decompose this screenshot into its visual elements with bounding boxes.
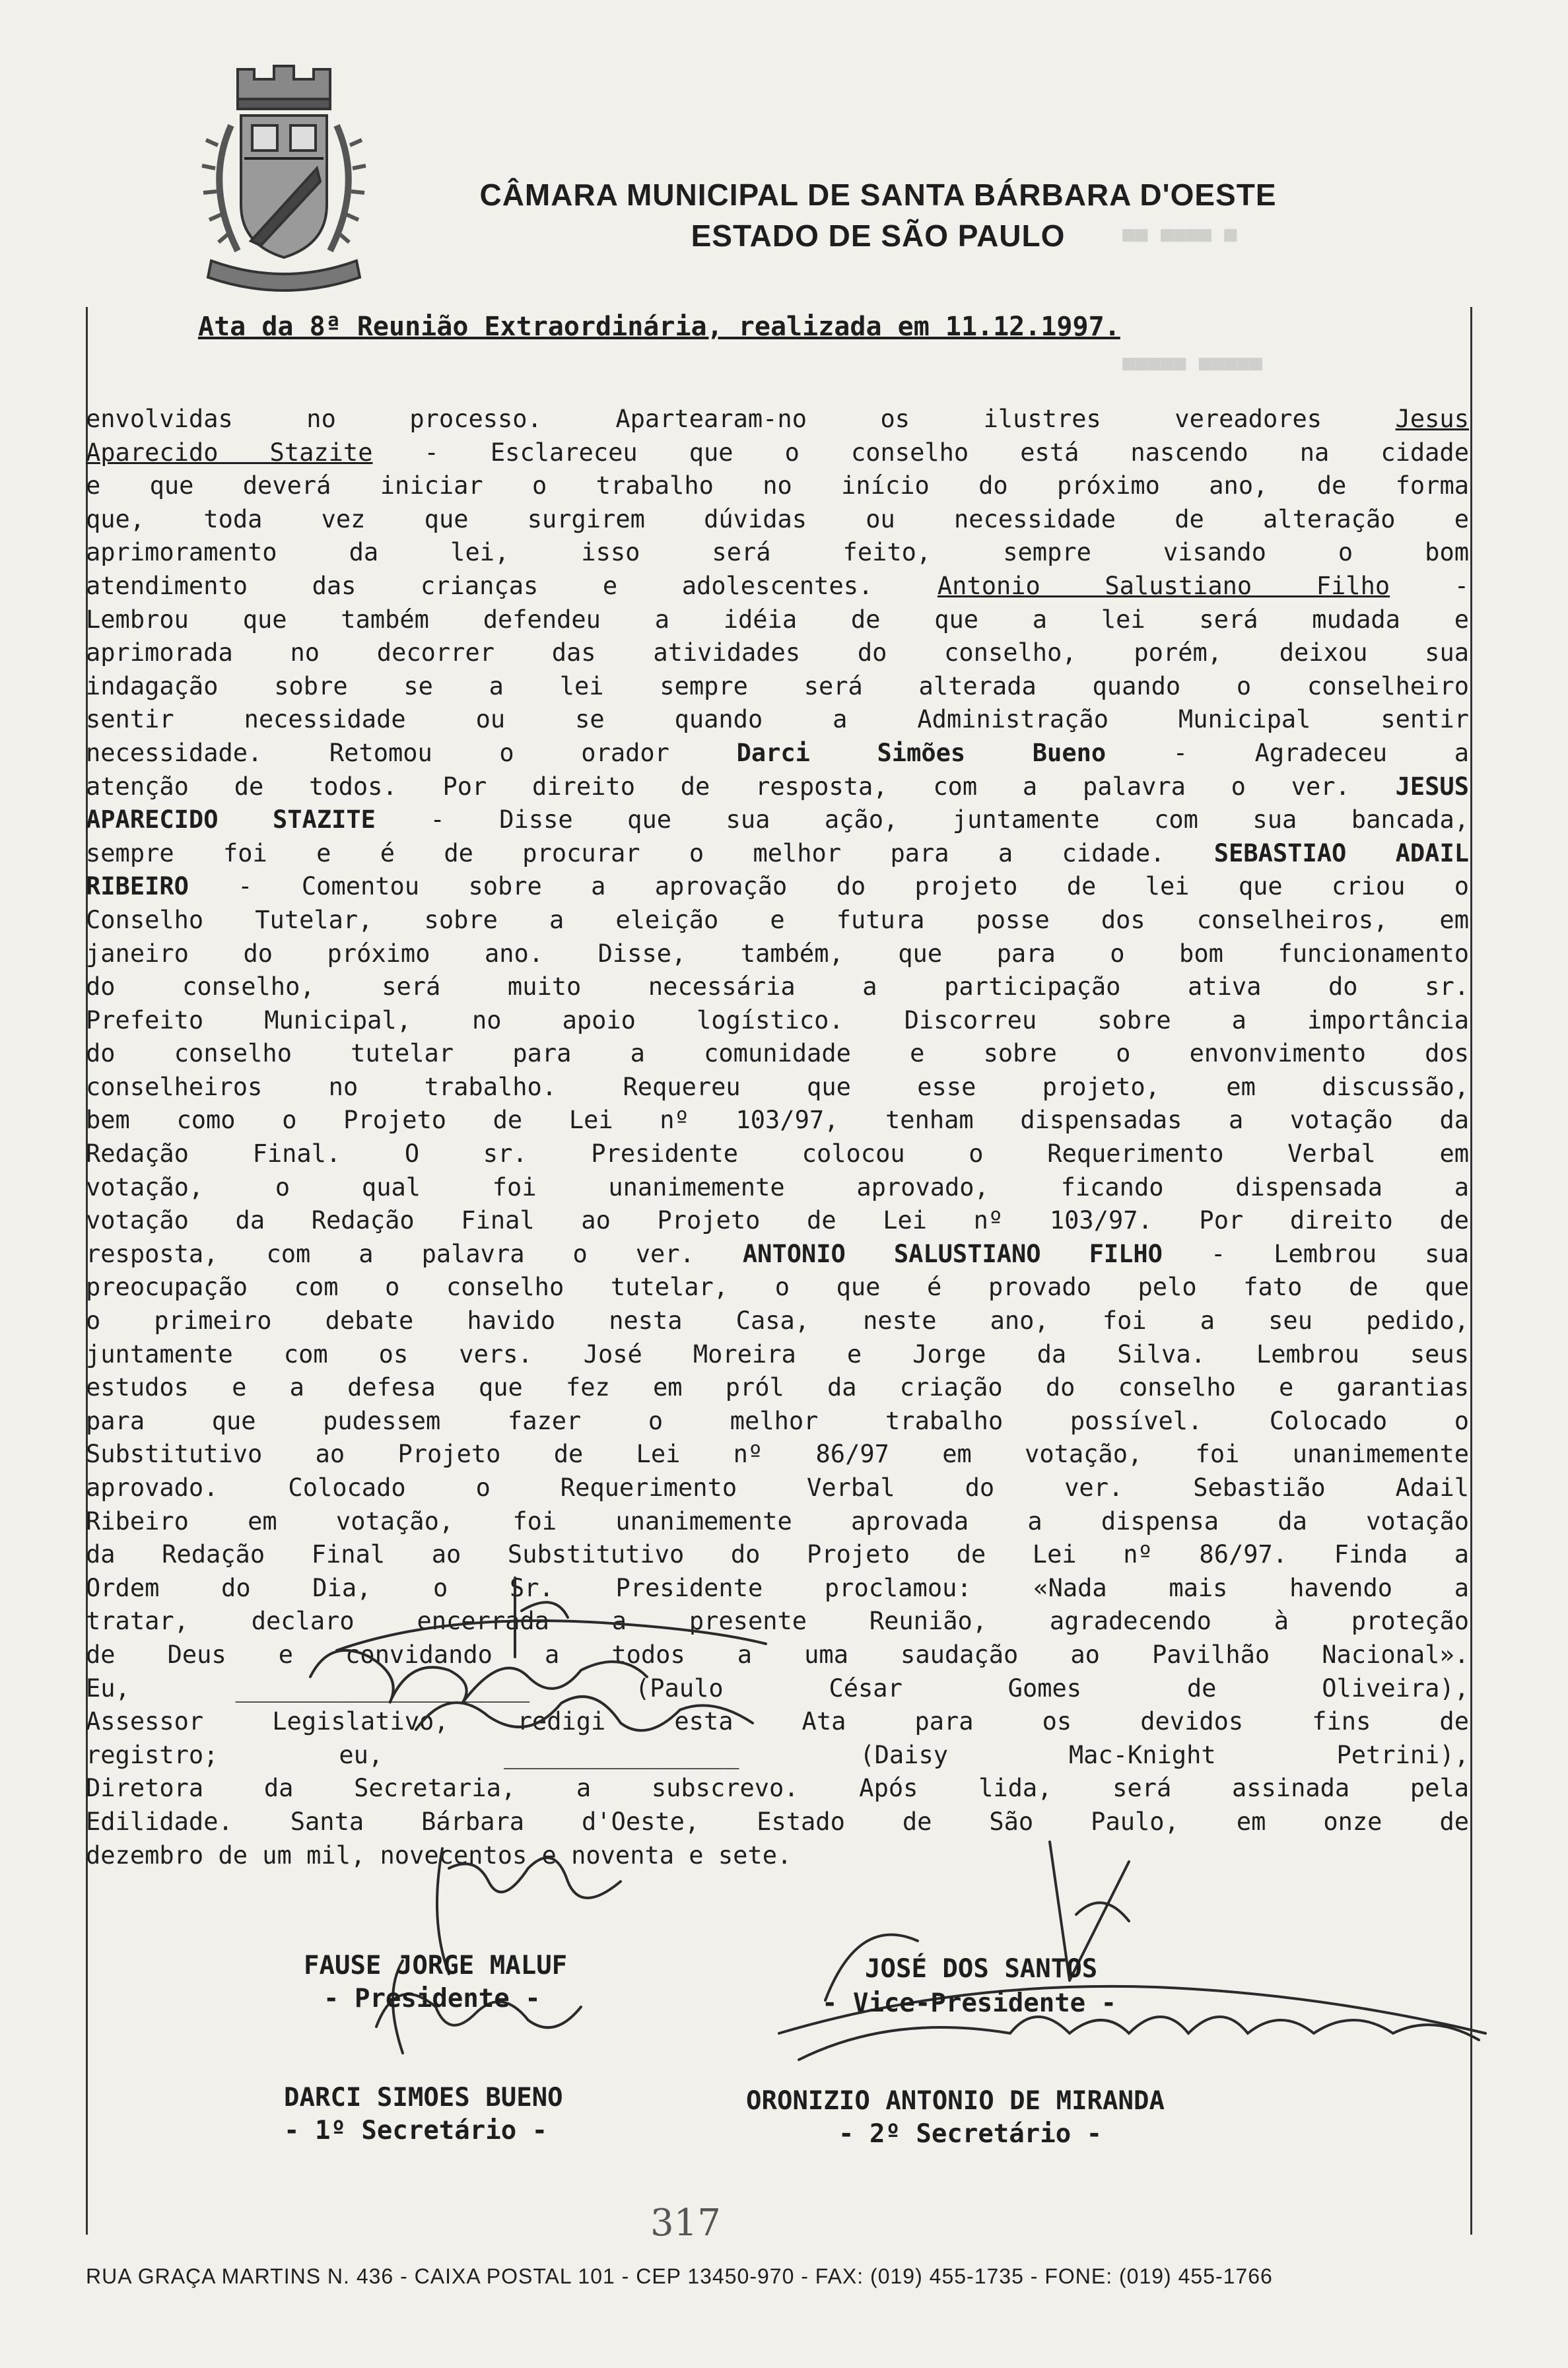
text-line: do conselho, será muito necessária a participação ativa do sr. [86, 972, 1469, 1001]
text-line: Eu, ____________________ (Paulo César Gomes de Oliveira), [86, 1674, 1469, 1703]
text-line: de Deus e convidando a todos a uma saudação ao Pavilhão Nacional». [86, 1640, 1469, 1669]
text-line: Assessor Legislativo, redigi esta Ata para os devidos fins de [86, 1707, 1469, 1736]
first-secretary-name: DARCI SIMOES BUENO [284, 2083, 563, 2113]
page-number: 317 [650, 2202, 721, 2245]
text-line: sentir necessidade ou se quando a Administração Municipal sentir [86, 705, 1469, 734]
president-role: - Presidente - [324, 1984, 541, 2013]
second-secretary-role: - 2º Secretário - [838, 2119, 1103, 2149]
text-line: resposta, com a palavra o ver. ANTONIO SALUSTIANO FILHO - Lembrou sua [86, 1239, 1469, 1268]
text-line: aprovado. Colocado o Requerimento Verbal do ver. Sebastião Adail [86, 1473, 1469, 1502]
text-line: Lembrou que também defendeu a idéia de que a lei será mudada e [86, 605, 1469, 634]
text-line: votação da Redação Final ao Projeto de Lei nº 103/97. Por direito de [86, 1206, 1469, 1235]
text-line: que, toda vez que surgirem dúvidas ou necessidade de alteração e [86, 504, 1469, 533]
text-line: registro; eu, ________________ (Daisy Mac-Knight Petrini), [86, 1740, 1469, 1769]
text-line: Diretora da Secretaria, a subscrevo. Após lida, será assinada pela [86, 1774, 1469, 1803]
minutes-text [86, 403, 1469, 1872]
text-line: Edilidade. Santa Bárbara d'Oeste, Estado de São Paulo, em onze de [86, 1807, 1469, 1836]
text-line: do conselho tutelar para a comunidade e sobre o envonvimento dos [86, 1039, 1469, 1068]
text-line: Ribeiro em votação, foi unanimemente aprovada a dispensa da votação [86, 1506, 1469, 1536]
text-line: sempre foi e é de procurar o melhor para a cidade. SEBASTIAO ADAIL [86, 838, 1469, 867]
vice-president-name: JOSÉ DOS SANTOS [865, 1954, 1098, 1984]
text-line: Prefeito Municipal, no apoio logístico. Discorreu sobre a importância [86, 1005, 1469, 1034]
vice-president-role: - Vice-Presidente - [822, 1988, 1117, 2018]
text-line: atenção de todos. Por direito de resposta, com a palavra o ver. JESUS [86, 772, 1469, 801]
text-line: votação, o qual foi unanimemente aprovado, ficando dispensada a [86, 1172, 1469, 1201]
coat-of-arms-icon [191, 53, 376, 297]
text-line: preocupação com o conselho tutelar, o que é provado pelo fato de que [86, 1273, 1469, 1302]
footer-address: RUA GRAÇA MARTINS N. 436 - CAIXA POSTAL 101 - CEP 13450-970 - FAX: (019) 455-1735 - FONE: (019) 455-1766 [86, 2264, 1273, 2288]
text-line: bem como o Projeto de Lei nº 103/97, tenham dispensadas a votação da [86, 1106, 1469, 1135]
text-line: Conselho Tutelar, sobre a eleição e futura posse dos conselheiros, em [86, 905, 1469, 934]
text-line: indagação sobre se a lei sempre será alterada quando o conselheiro [86, 671, 1469, 700]
text-line: janeiro do próximo ano. Disse, também, que para o bom funcionamento [86, 939, 1469, 968]
text-line: estudos e a defesa que fez em pról da criação do conselho e garantias [86, 1373, 1469, 1402]
document-title: Ata da 8ª Reunião Extraordinária, realizada em 11.12.1997. [198, 312, 1120, 342]
text-line: juntamente com os vers. José Moreira e Jorge da Silva. Lembrou seus [86, 1339, 1469, 1369]
text-line: tratar, declaro encerrada a presente Reunião, agradecendo à proteção [86, 1607, 1469, 1636]
text-line: APARECIDO STAZITE - Disse que sua ação, juntamente com sua bancada, [86, 805, 1469, 834]
second-secretary-name: ORONIZIO ANTONIO DE MIRANDA [746, 2086, 1165, 2116]
institution-state: ESTADO DE SÃO PAULO [691, 219, 1066, 253]
president-name: FAUSE JORGE MALUF [304, 1951, 568, 1980]
text-line: e que deverá iniciar o trabalho no início do próximo ano, de forma [86, 471, 1469, 500]
bleed-through-mark: ■ ■■■■ ■■ [1122, 221, 1237, 246]
text-line: atendimento das crianças e adolescentes. Antonio Salustiano Filho - [86, 571, 1469, 600]
first-secretary-role: - 1º Secretário - [284, 2116, 548, 2146]
right-margin-rule [1470, 307, 1472, 2235]
institution-name: CÂMARA MUNICIPAL DE SANTA BÁRBARA D'OESTE [479, 178, 1277, 212]
text-line: aprimorada no decorrer das atividades do conselho, porém, deixou sua [86, 638, 1469, 667]
text-line: Aparecido Stazite - Esclareceu que o conselho está nascendo na cidade [86, 438, 1469, 467]
text-line: da Redação Final ao Substitutivo do Projeto de Lei nº 86/97. Finda a [86, 1540, 1469, 1569]
text-line: para que pudessem fazer o melhor trabalho possível. Colocado o [86, 1406, 1469, 1435]
bleed-through-mark: ■■■■■ ■■■■■ [1122, 350, 1262, 375]
text-line: aprimoramento da lei, isso será feito, sempre visando o bom [86, 538, 1469, 567]
text-line: conselheiros no trabalho. Requereu que esse projeto, em discussão, [86, 1072, 1469, 1101]
text-line: dezembro de um mil, novecentos e noventa e sete. [86, 1841, 792, 1870]
text-line: Ordem do Dia, o Sr. Presidente proclamou: «Nada mais havendo a [86, 1573, 1469, 1602]
text-line: RIBEIRO - Comentou sobre a aprovação do projeto de lei que criou o [86, 872, 1469, 901]
text-line: necessidade. Retomou o orador Darci Simões Bueno - Agradeceu a [86, 738, 1469, 767]
text-line: o primeiro debate havido nesta Casa, neste ano, foi a seu pedido, [86, 1306, 1469, 1336]
text-line: Redação Final. O sr. Presidente colocou o Requerimento Verbal em [86, 1139, 1469, 1168]
text-line: Substitutivo ao Projeto de Lei nº 86/97 em votação, foi unanimemente [86, 1440, 1469, 1469]
text-line: envolvidas no processo. Apartearam-no os ilustres vereadores Jesus [86, 405, 1469, 433]
